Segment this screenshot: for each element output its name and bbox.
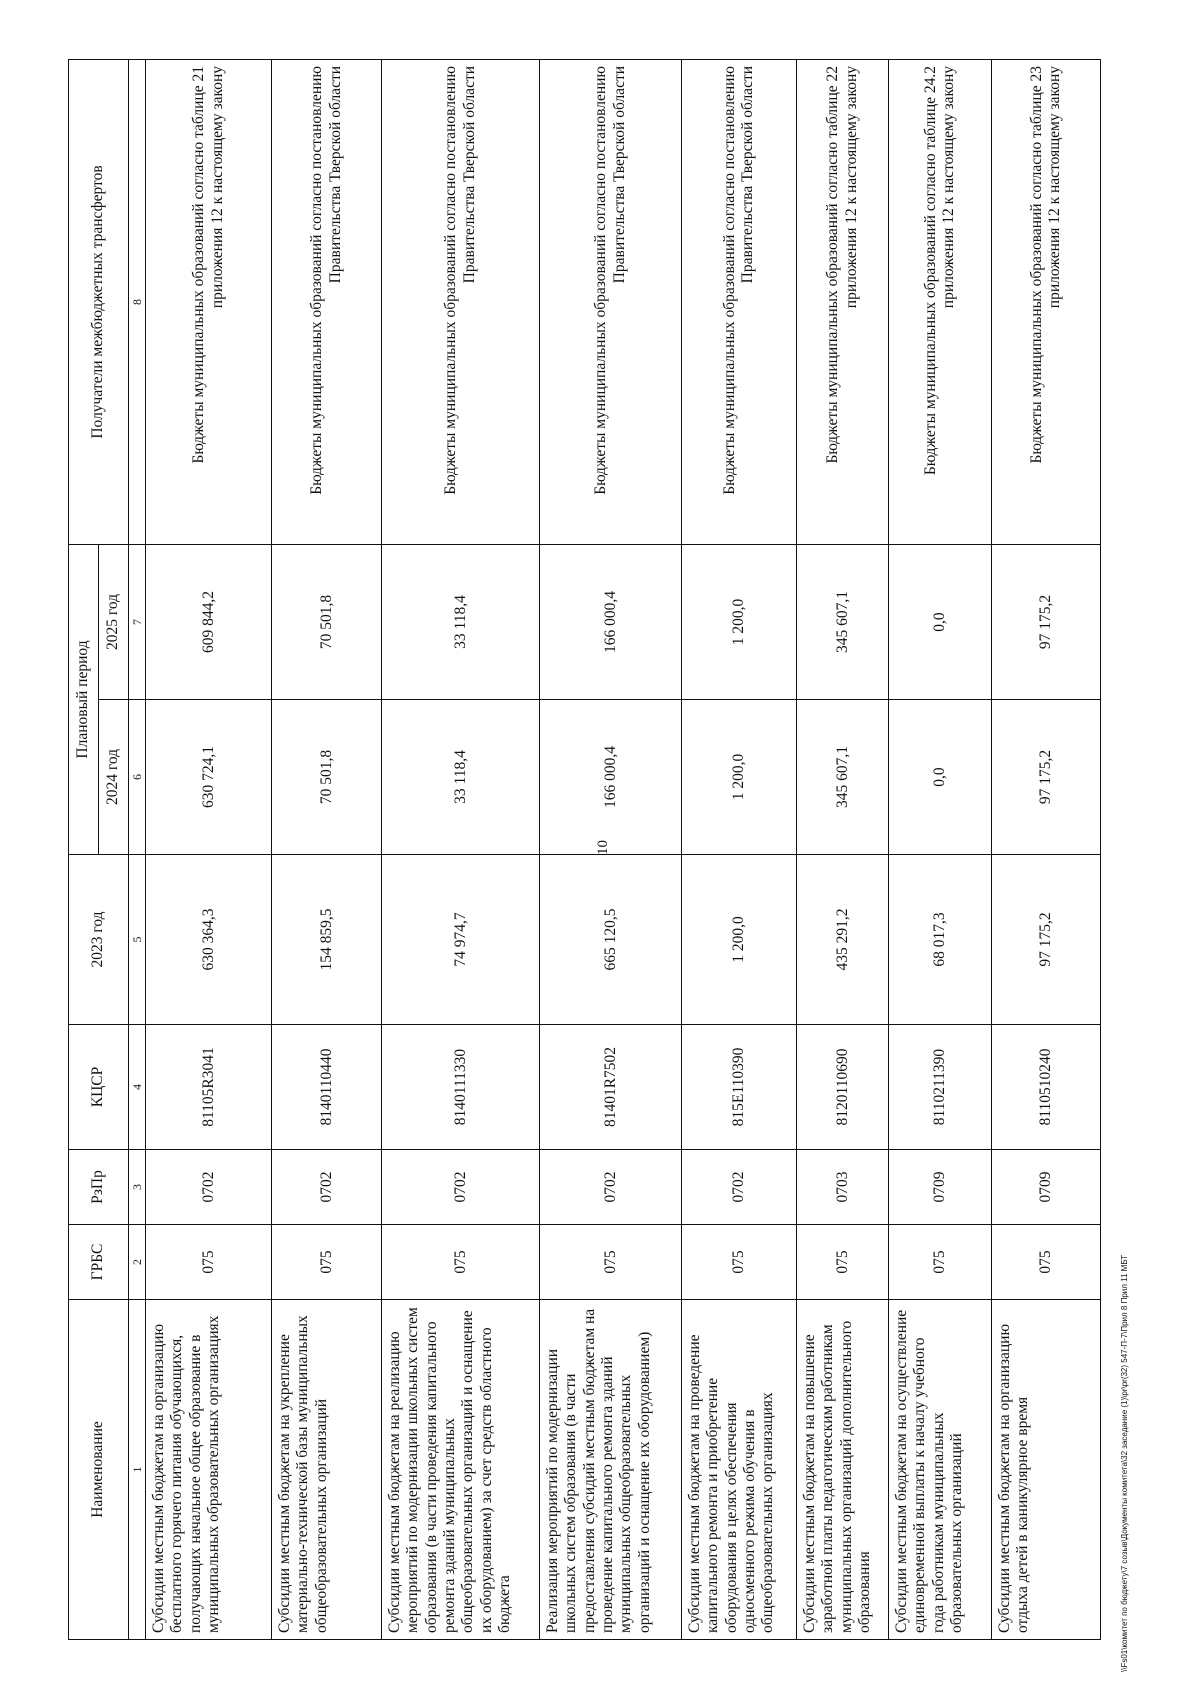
- header-grbs: ГРБС: [69, 1225, 129, 1300]
- row-2024: 33 118,4: [382, 700, 540, 855]
- row-rzpr: 0702: [382, 1150, 540, 1225]
- table-row: [889, 59, 992, 1639]
- row-recipients: Бюджеты муниципальных образований согласно постановлению Правительства Тверской области: [272, 59, 382, 544]
- table-row: [540, 59, 682, 1639]
- row-kcsr: 8140110440: [272, 1025, 382, 1150]
- row-2025: 33 118,4: [382, 544, 540, 699]
- table-row: [146, 59, 272, 1639]
- row-grbs: 075: [382, 1225, 540, 1300]
- row-2025: 609 844,2: [146, 544, 272, 699]
- row-rzpr: 0709: [992, 1150, 1101, 1225]
- row-2025: 166 000,4: [540, 544, 682, 699]
- transfers-table: [68, 59, 1101, 1640]
- header-2023: 2023 год: [69, 855, 129, 1025]
- row-2023: 154 859,5: [272, 855, 382, 1025]
- row-grbs: 075: [146, 1225, 272, 1300]
- row-2025: 345 607,1: [797, 544, 889, 699]
- row-kcsr: 8140111330: [382, 1025, 540, 1150]
- column-number: 8: [129, 59, 146, 544]
- row-2023: 630 364,3: [146, 855, 272, 1025]
- row-2024: 0,0: [889, 700, 992, 855]
- row-recipients: Бюджеты муниципальных образований согласно таблице 22 приложения 12 к настоящему закону: [797, 59, 889, 544]
- page-number: 10: [595, 840, 611, 855]
- row-recipients: Бюджеты муниципальных образований согласно таблице 21 приложения 12 к настоящему закону: [146, 59, 272, 544]
- row-grbs: 075: [682, 1225, 797, 1300]
- column-number: 2: [129, 1225, 146, 1300]
- column-number: 5: [129, 855, 146, 1025]
- row-name: Субсидии местным бюджетам на реализацию мероприятий по модернизации школьных систем образования (в части проведения капитального ремонта зданий муниципальных общеобразовательных организаций и оснащение их оборудованием) за счет средств областного бюджета: [382, 1300, 540, 1640]
- row-2023: 74 974,7: [382, 855, 540, 1025]
- row-name: Субсидии местным бюджетам на укрепление материально-технической базы муниципальных общеобразовательных организаций: [272, 1300, 382, 1640]
- row-kcsr: 8120110690: [797, 1025, 889, 1150]
- table-row: [272, 59, 382, 1639]
- table-row: [382, 59, 540, 1639]
- row-rzpr: 0703: [797, 1150, 889, 1225]
- column-number: 6: [129, 700, 146, 855]
- column-number: 7: [129, 544, 146, 699]
- row-recipients: Бюджеты муниципальных образований согласно постановлению Правительства Тверской области: [382, 59, 540, 544]
- row-grbs: 075: [272, 1225, 382, 1300]
- row-rzpr: 0702: [540, 1150, 682, 1225]
- row-rzpr: 0702: [682, 1150, 797, 1225]
- row-kcsr: 8110510240: [992, 1025, 1101, 1150]
- row-name: Субсидии местным бюджетам на осуществление единовременной выплаты к началу учебного года работникам муниципальных образовательных организаций: [889, 1300, 992, 1640]
- row-recipients: Бюджеты муниципальных образований согласно постановлению Правительства Тверской области: [682, 59, 797, 544]
- row-2024: 70 501,8: [272, 700, 382, 855]
- column-number: 3: [129, 1150, 146, 1225]
- row-2023: 435 291,2: [797, 855, 889, 1025]
- row-name: Субсидии местным бюджетам на повышение заработной платы педагогическим работникам муниципальных организаций дополнительного образования: [797, 1300, 889, 1640]
- file-path-footer: \\Fs01\комитет по бюджету\7 созыв\Документы комитета\32 заседание (1)\pr\pr(32) 547-П-7\Прил 8 Прил 11 МБТ: [1120, 1254, 1129, 1672]
- row-2025: 97 175,2: [992, 544, 1101, 699]
- row-2025: 70 501,8: [272, 544, 382, 699]
- column-number: 4: [129, 1025, 146, 1150]
- transfers-table-sheet: [68, 60, 1098, 1640]
- column-number: 1: [129, 1300, 146, 1640]
- row-2023: 665 120,5: [540, 855, 682, 1025]
- row-name: Реализация мероприятий по модернизации школьных систем образования (в части предоставления субсидий местным бюджетам на проведение капитального ремонта зданий муниципальных общеобразовательных организаций и оснащение их оборудованием): [540, 1300, 682, 1640]
- row-recipients: Бюджеты муниципальных образований согласно таблице 24.2 приложения 12 к настоящему закону: [889, 59, 992, 544]
- row-2024: 97 175,2: [992, 700, 1101, 855]
- row-rzpr: 0702: [272, 1150, 382, 1225]
- table-row: [992, 59, 1101, 1639]
- row-grbs: 075: [540, 1225, 682, 1300]
- row-kcsr: 815E110390: [682, 1025, 797, 1150]
- row-2025: 0,0: [889, 544, 992, 699]
- row-recipients: Бюджеты муниципальных образований согласно постановлению Правительства Тверской области: [540, 59, 682, 544]
- row-2024: 345 607,1: [797, 700, 889, 855]
- header-recipients: Получатели межбюджетных трансфертов: [69, 59, 129, 544]
- row-kcsr: 81105R3041: [146, 1025, 272, 1150]
- row-2025: 1 200,0: [682, 544, 797, 699]
- row-name: Субсидии местным бюджетам на организацию бесплатного горячего питания обучающихся, получающих начальное общее образование в муниципальных образовательных организациях: [146, 1300, 272, 1640]
- row-2023: 97 175,2: [992, 855, 1101, 1025]
- header-name: Наименование: [69, 1300, 129, 1640]
- header-planned-period: Плановый период: [69, 544, 99, 854]
- table-row: [682, 59, 797, 1639]
- row-name: Субсидии местным бюджетам на проведение капитального ремонта и приобретение оборудования в целях обеспечения односменного режима обучения в общеобразовательных организациях: [682, 1300, 797, 1640]
- row-2024: 166 000,4: [540, 700, 682, 855]
- row-recipients: Бюджеты муниципальных образований согласно таблице 23 приложения 12 к настоящему закону: [992, 59, 1101, 544]
- row-rzpr: 0709: [889, 1150, 992, 1225]
- header-kcsr: КЦСР: [69, 1025, 129, 1150]
- header-2024: 2024 год: [99, 700, 129, 855]
- table-row: [797, 59, 889, 1639]
- row-kcsr: 81401R7502: [540, 1025, 682, 1150]
- row-kcsr: 8110211390: [889, 1025, 992, 1150]
- header-rzpr: РзПр: [69, 1150, 129, 1225]
- row-2024: 1 200,0: [682, 700, 797, 855]
- row-2023: 68 017,3: [889, 855, 992, 1025]
- row-name: Субсидии местным бюджетам на организацию отдыха детей в каникулярное время: [992, 1300, 1101, 1640]
- row-2024: 630 724,1: [146, 700, 272, 855]
- header-2025: 2025 год: [99, 544, 129, 699]
- row-rzpr: 0702: [146, 1150, 272, 1225]
- row-grbs: 075: [797, 1225, 889, 1300]
- row-grbs: 075: [889, 1225, 992, 1300]
- row-grbs: 075: [992, 1225, 1101, 1300]
- row-2023: 1 200,0: [682, 855, 797, 1025]
